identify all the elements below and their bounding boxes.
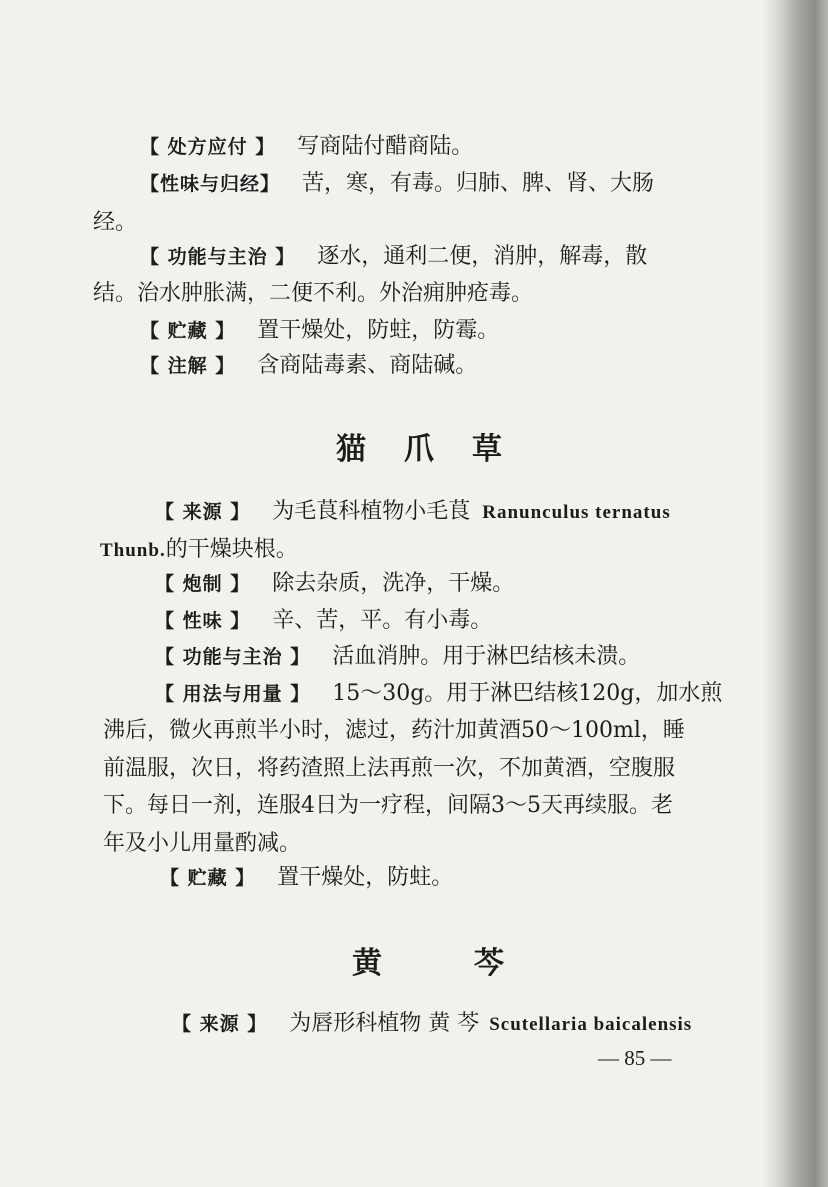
usage-line-4 xyxy=(103,792,673,820)
title-char: 黄 xyxy=(352,946,382,981)
usage-text-3: 前温服，次日，将药渣照上法再煎一次，不加黄酒，空腹服 xyxy=(103,756,676,781)
title-char: 爪 xyxy=(404,432,434,467)
storage-line xyxy=(140,317,499,345)
function-text: 逐水，通利二便，消肿，解毒，散 xyxy=(317,244,648,269)
nature-channel-line-2 xyxy=(93,209,137,237)
source-latin-huangqin: Scutellaria baicalensis xyxy=(489,1014,693,1035)
source-label: 【 来源 】 xyxy=(155,501,251,523)
usage-line-5 xyxy=(103,830,301,858)
source-text-huangqin: 为唇形科植物 黄 芩 xyxy=(289,1011,480,1036)
source-line-huangqin xyxy=(172,1010,692,1039)
page-number: — 85 — xyxy=(598,1046,672,1070)
function-line-2 xyxy=(93,280,533,308)
function-line xyxy=(140,243,647,271)
title-char: 猫 xyxy=(336,432,366,467)
source-line-2 xyxy=(100,536,298,565)
storage-text: 置干燥处，防蛀，防霉。 xyxy=(257,318,500,343)
note-text: 含商陆毒素、商陆碱。 xyxy=(257,353,478,378)
processing-label: 【 炮制 】 xyxy=(155,573,251,595)
processing-text: 除去杂质，洗净，干燥。 xyxy=(272,571,515,596)
storage-line-maozhuacao xyxy=(160,864,453,892)
source-text-2: 的干燥块根。 xyxy=(165,537,298,562)
nature-channel-text: 苦，寒，有毒。归肺、脾、肾、大肠 xyxy=(302,171,655,196)
nature-channel-line xyxy=(140,170,654,198)
function-text-maozhuacao: 活血消肿。用于淋巴结核未溃。 xyxy=(332,644,641,669)
storage-text-maozhuacao: 置干燥处，防蛀。 xyxy=(277,865,454,890)
usage-label: 【 用法与用量 】 xyxy=(155,683,311,705)
usage-text-2: 沸后，微火再煎半小时，滤过，药汁加黄酒50～100ml，睡 xyxy=(103,718,685,743)
storage-label: 【 贮藏 】 xyxy=(140,320,236,342)
usage-line-2 xyxy=(103,717,685,745)
processing-line xyxy=(155,570,514,598)
usage-text-4: 下。每日一剂，连服4日为一疗程，间隔3～5天再续服。老 xyxy=(103,793,673,818)
source-latin-name: Ranunculus ternatus xyxy=(482,502,671,523)
entry-title-maozhuacao xyxy=(336,424,502,468)
title-char: 芩 xyxy=(474,946,504,981)
title-char: 草 xyxy=(472,432,502,467)
nature-channel-label: 【性味与归经】 xyxy=(140,173,281,195)
nature-label: 【 性味 】 xyxy=(155,610,251,632)
function-label-maozhuacao: 【 功能与主治 】 xyxy=(155,646,311,668)
entry-title-huangqin xyxy=(352,938,504,982)
source-line xyxy=(155,498,671,527)
nature-line xyxy=(155,607,492,635)
note-label: 【 注解 】 xyxy=(140,355,236,377)
function-line-maozhuacao xyxy=(155,643,640,671)
prescription-label: 【 处方应付 】 xyxy=(140,136,276,158)
function-label: 【 功能与主治 】 xyxy=(140,246,296,268)
function-text-2: 结。治水肿胀满，二便不利。外治痈肿疮毒。 xyxy=(93,281,534,306)
usage-text-5: 年及小儿用量酌减。 xyxy=(103,831,302,856)
book-spine-shadow xyxy=(762,0,828,1187)
prescription-text: 写商陆付醋商陆。 xyxy=(297,134,474,159)
source-latin-author: Thunb. xyxy=(100,540,166,561)
storage-label-maozhuacao: 【 贮藏 】 xyxy=(160,867,256,889)
source-label-huangqin: 【 来源 】 xyxy=(172,1013,268,1035)
usage-text: 15～30g。用于淋巴结核120g，加水煎 xyxy=(332,681,723,706)
nature-channel-text-2: 经。 xyxy=(93,210,138,235)
source-text: 为毛茛科植物小毛茛 xyxy=(272,499,471,524)
prescription-line xyxy=(140,133,473,161)
nature-text: 辛、苦，平。有小毒。 xyxy=(272,608,493,633)
usage-line xyxy=(155,680,722,708)
usage-line-3 xyxy=(103,755,675,783)
note-line xyxy=(140,352,477,380)
